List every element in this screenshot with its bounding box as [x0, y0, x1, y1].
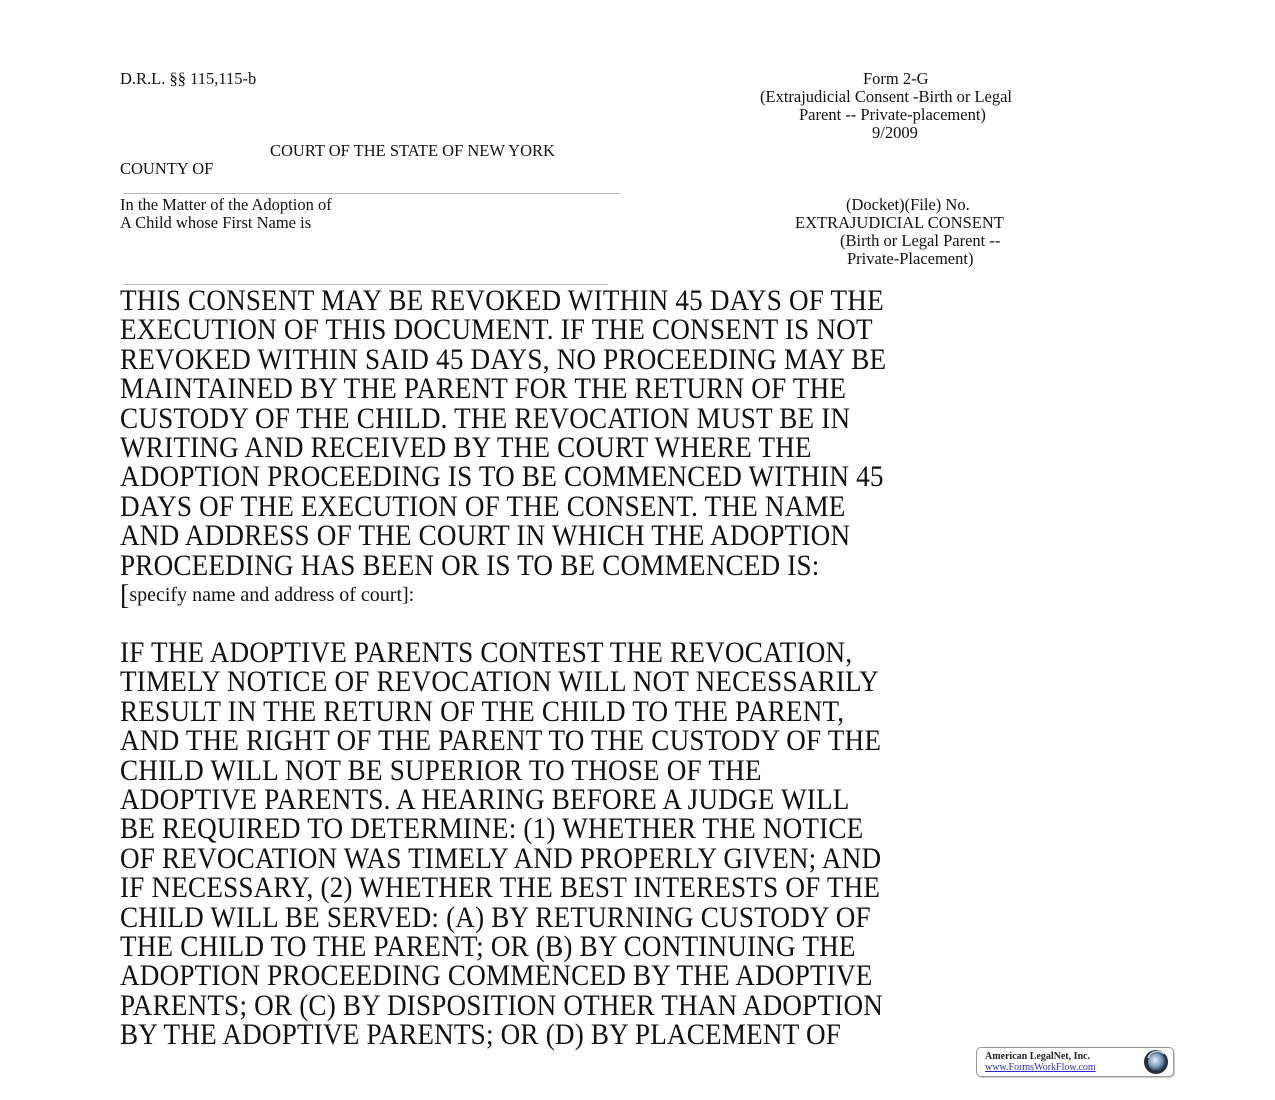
specify-court-instruction — [120, 580, 415, 611]
notice-line: CUSTODY OF THE CHILD. THE REVOCATION MUST BE IN — [120, 401, 851, 435]
notice-line: ADOPTION PROCEEDING COMMENCED BY THE ADOPTIVE — [120, 959, 873, 993]
notice-line: WRITING AND RECEIVED BY THE COURT WHERE THE — [120, 431, 812, 465]
revocation-notice — [120, 286, 886, 580]
forms-workflow-link[interactable]: www.FormsWorkFlow.com — [985, 1062, 1096, 1073]
notice-line: THE CHILD TO THE PARENT; OR (B) BY CONTINUING THE — [120, 930, 856, 964]
matter-line2: A Child whose First Name is — [120, 213, 312, 232]
notice-line: MAINTAINED BY THE PARENT FOR THE RETURN OF THE — [120, 372, 847, 406]
notice-line: REVOKED WITHIN SAID 45 DAYS, NO PROCEEDING MAY BE — [120, 342, 887, 376]
notice-line: PROCEEDING HAS BEEN OR IS TO BE COMMENCED IS: — [120, 548, 820, 582]
specify-court-text: specify name and address of court]: — [129, 584, 415, 606]
notice-line: AND ADDRESS OF THE COURT IN WHICH THE ADOPTION — [120, 519, 851, 553]
document-subtitle-line1: (Birth or Legal Parent -- — [840, 231, 1001, 250]
document-subtitle-line2: Private-Placement) — [847, 249, 974, 268]
notice-line: TIMELY NOTICE OF REVOCATION WILL NOT NECESSARILY — [120, 665, 879, 699]
notice-line: IF THE ADOPTIVE PARENTS CONTEST THE REVOCATION, — [120, 636, 853, 669]
notice-line: CHILD WILL BE SERVED: (A) BY RETURNING CUSTODY OF — [120, 900, 871, 934]
notice-line: EXECUTION OF THIS DOCUMENT. IF THE CONSENT IS NOT — [120, 313, 873, 347]
open-bracket: [ — [120, 580, 130, 611]
notice-line: ADOPTION PROCEEDING IS TO BE COMMENCED WITHIN 45 — [120, 460, 884, 494]
matter-line1: In the Matter of the Adoption of — [120, 195, 332, 214]
notice-line: BY THE ADOPTIVE PARENTS; OR (D) BY PLACEMENT OF — [120, 1018, 842, 1052]
notice-line: OF REVOCATION WAS TIMELY AND PROPERLY GIVEN; AND — [120, 841, 882, 875]
county-label: COUNTY OF — [120, 159, 214, 178]
notice-line: RESULT IN THE RETURN OF THE CHILD TO THE PARENT, — [120, 694, 845, 728]
american-legalnet-logo[interactable] — [976, 1047, 1174, 1077]
notice-line: THIS CONSENT MAY BE REVOKED WITHIN 45 DAYS OF THE — [120, 284, 884, 317]
notice-line: IF NECESSARY, (2) WHETHER THE BEST INTERESTS OF THE — [120, 871, 881, 905]
document-title: EXTRAJUDICIAL CONSENT — [795, 213, 1004, 232]
notice-line: PARENTS; OR (C) BY DISPOSITION OTHER THAN ADOPTION — [120, 988, 884, 1022]
notice-line: BE REQUIRED TO DETERMINE: (1) WHETHER THE NOTICE — [120, 812, 864, 846]
notice-line: CHILD WILL NOT BE SUPERIOR TO THOSE OF THE — [120, 753, 762, 787]
form-subtitle-line1: (Extrajudicial Consent -Birth or Legal — [760, 87, 1013, 106]
logo-company-name: American LegalNet, Inc. — [985, 1051, 1090, 1062]
contest-notice — [120, 638, 883, 1050]
notice-line: ADOPTIVE PARENTS. A HEARING BEFORE A JUDGE WILL — [120, 783, 850, 817]
globe-icon — [1143, 1049, 1169, 1075]
statute-reference: D.R.L. §§ 115,115-b — [120, 69, 257, 88]
docket-label: (Docket)(File) No. — [846, 195, 970, 214]
county-underline — [123, 193, 620, 194]
notice-line: DAYS OF THE EXECUTION OF THE CONSENT. THE NAME — [120, 489, 846, 523]
form-subtitle-line2: Parent -- Private-placement) — [799, 105, 986, 124]
court-title: COURT OF THE STATE OF NEW YORK — [270, 141, 555, 160]
form-date: 9/2009 — [872, 123, 918, 142]
form-number: Form 2-G — [863, 69, 929, 88]
notice-line: AND THE RIGHT OF THE PARENT TO THE CUSTODY OF THE — [120, 724, 882, 758]
